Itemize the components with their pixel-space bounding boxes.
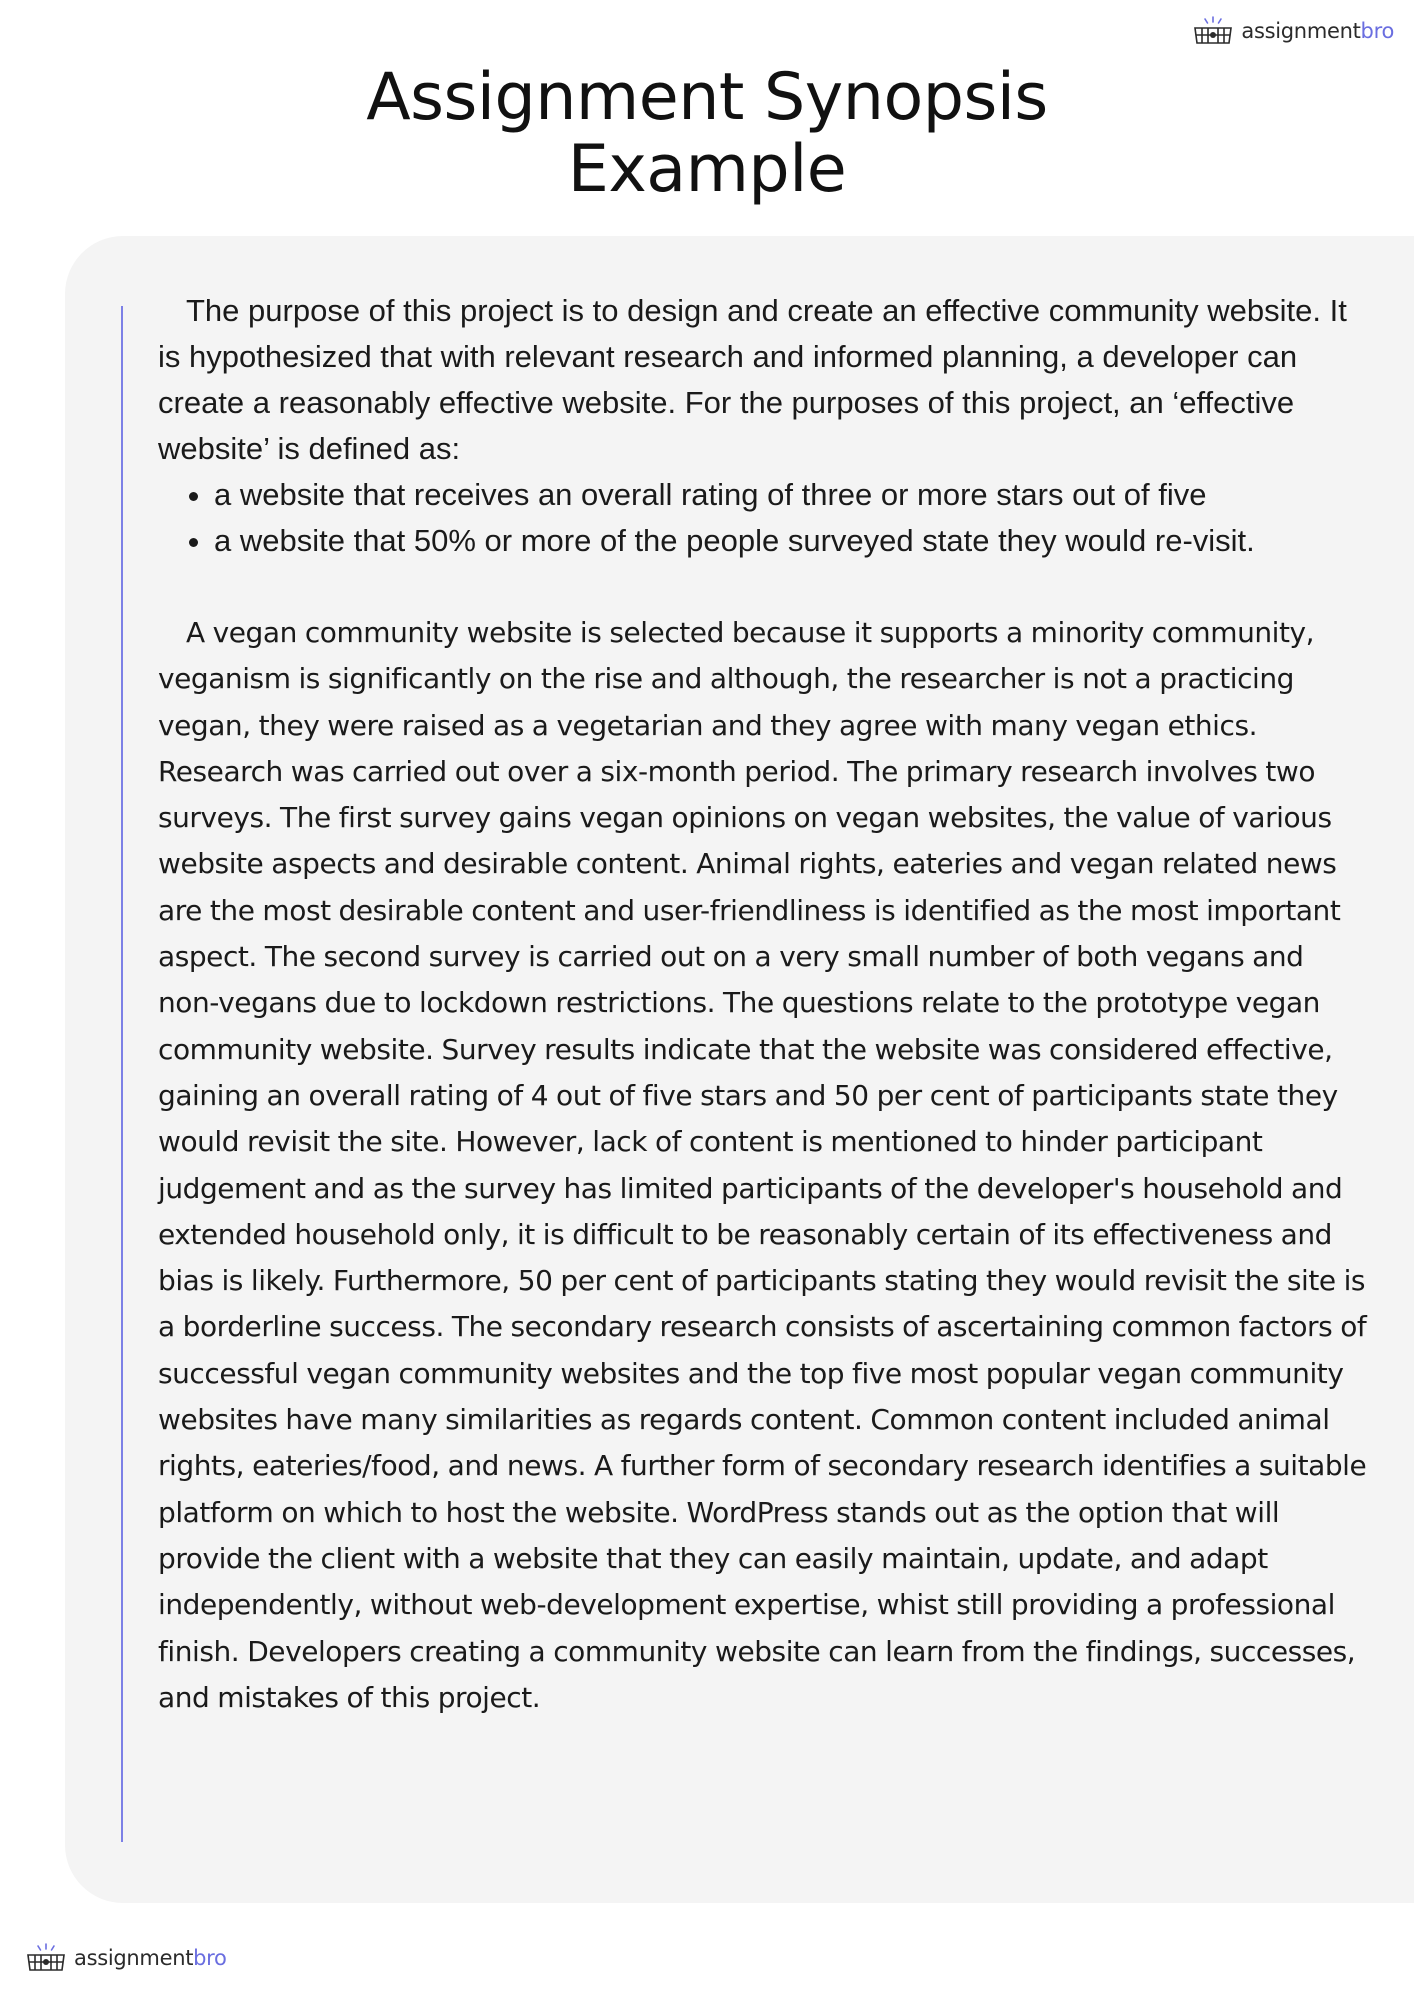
page-title <box>0 62 1414 206</box>
brand-logo-icon <box>24 1943 68 1973</box>
brand-logo-bottom <box>24 1943 227 1973</box>
intro-paragraph <box>158 288 1368 472</box>
brand-word: assignment <box>1241 19 1361 43</box>
main-text: A vegan community website is selected because it supports a minority community, veganism is significantly on the rise and although, the researcher is not a practicing vegan, they were raised as a vegetarian and they agree with many vegan ethics. Research was carried out over a six-month period. The primary research involves two surveys. The first survey gains vegan opinions on vegan websites, the value of various website aspects and desirable content. Animal rights, eateries and vegan related news are the most desirable content and user-friendliness is identified as the most important aspect. The second survey is carried out on a very small number of both vegans and non-vegans due to lockdown restrictions. The questions relate to the prototype vegan community website. Survey results indicate that the website was considered effective, gaining an overall rating of 4 out of five stars and 50 per cent of participants state they would revisit the site. However, lack of content is mentioned to hinder participant judgement and as the survey has limited participants of the developer's household and extended household only, it is difficult to be reasonably certain of its effectiveness and bias is likely. Furthermore, 50 per cent of participants stating they would revisit the site is a borderline success. The secondary research consists of ascertaining common factors of successful vegan community websites and the top five most popular vegan community websites have many similarities as regards content. Common content included animal rights, eateries/food, and news. A further form of secondary research identifies a suitable platform on which to host the website. WordPress stands out as the option that will provide the client with a website that they can easily maintain, update, and adapt independently, without web-development expertise, whist still providing a professional finish. Developers creating a community website can learn from the findings, successes, and mistakes of this project. <box>158 616 1367 1714</box>
page-title-line-2: Example <box>567 132 847 207</box>
brand-accent: bro <box>1360 19 1394 43</box>
brand-logo-top <box>1191 16 1394 46</box>
intro-text: The purpose of this project is to design and create an effective community website. It is hypothesized that with relevant research and informed planning, a developer can create a reasonably effective website. For the purposes of this project, an ‘effective website’ is defined as: <box>158 293 1347 466</box>
quote-rule <box>121 306 123 1842</box>
brand-logo-icon <box>1191 16 1235 46</box>
brand-accent: bro <box>193 1946 227 1970</box>
synopsis-body <box>158 288 1368 1721</box>
list-item: • a website that 50% or more of the people surveyed state they would re-visit. <box>214 518 1368 564</box>
page-title-line-1: Assignment Synopsis <box>366 60 1048 135</box>
main-paragraph <box>158 610 1368 1721</box>
brand-word: assignment <box>74 1946 194 1970</box>
criteria-list <box>158 472 1368 564</box>
list-item: • a website that receives an overall rating of three or more stars out of five <box>214 472 1368 518</box>
